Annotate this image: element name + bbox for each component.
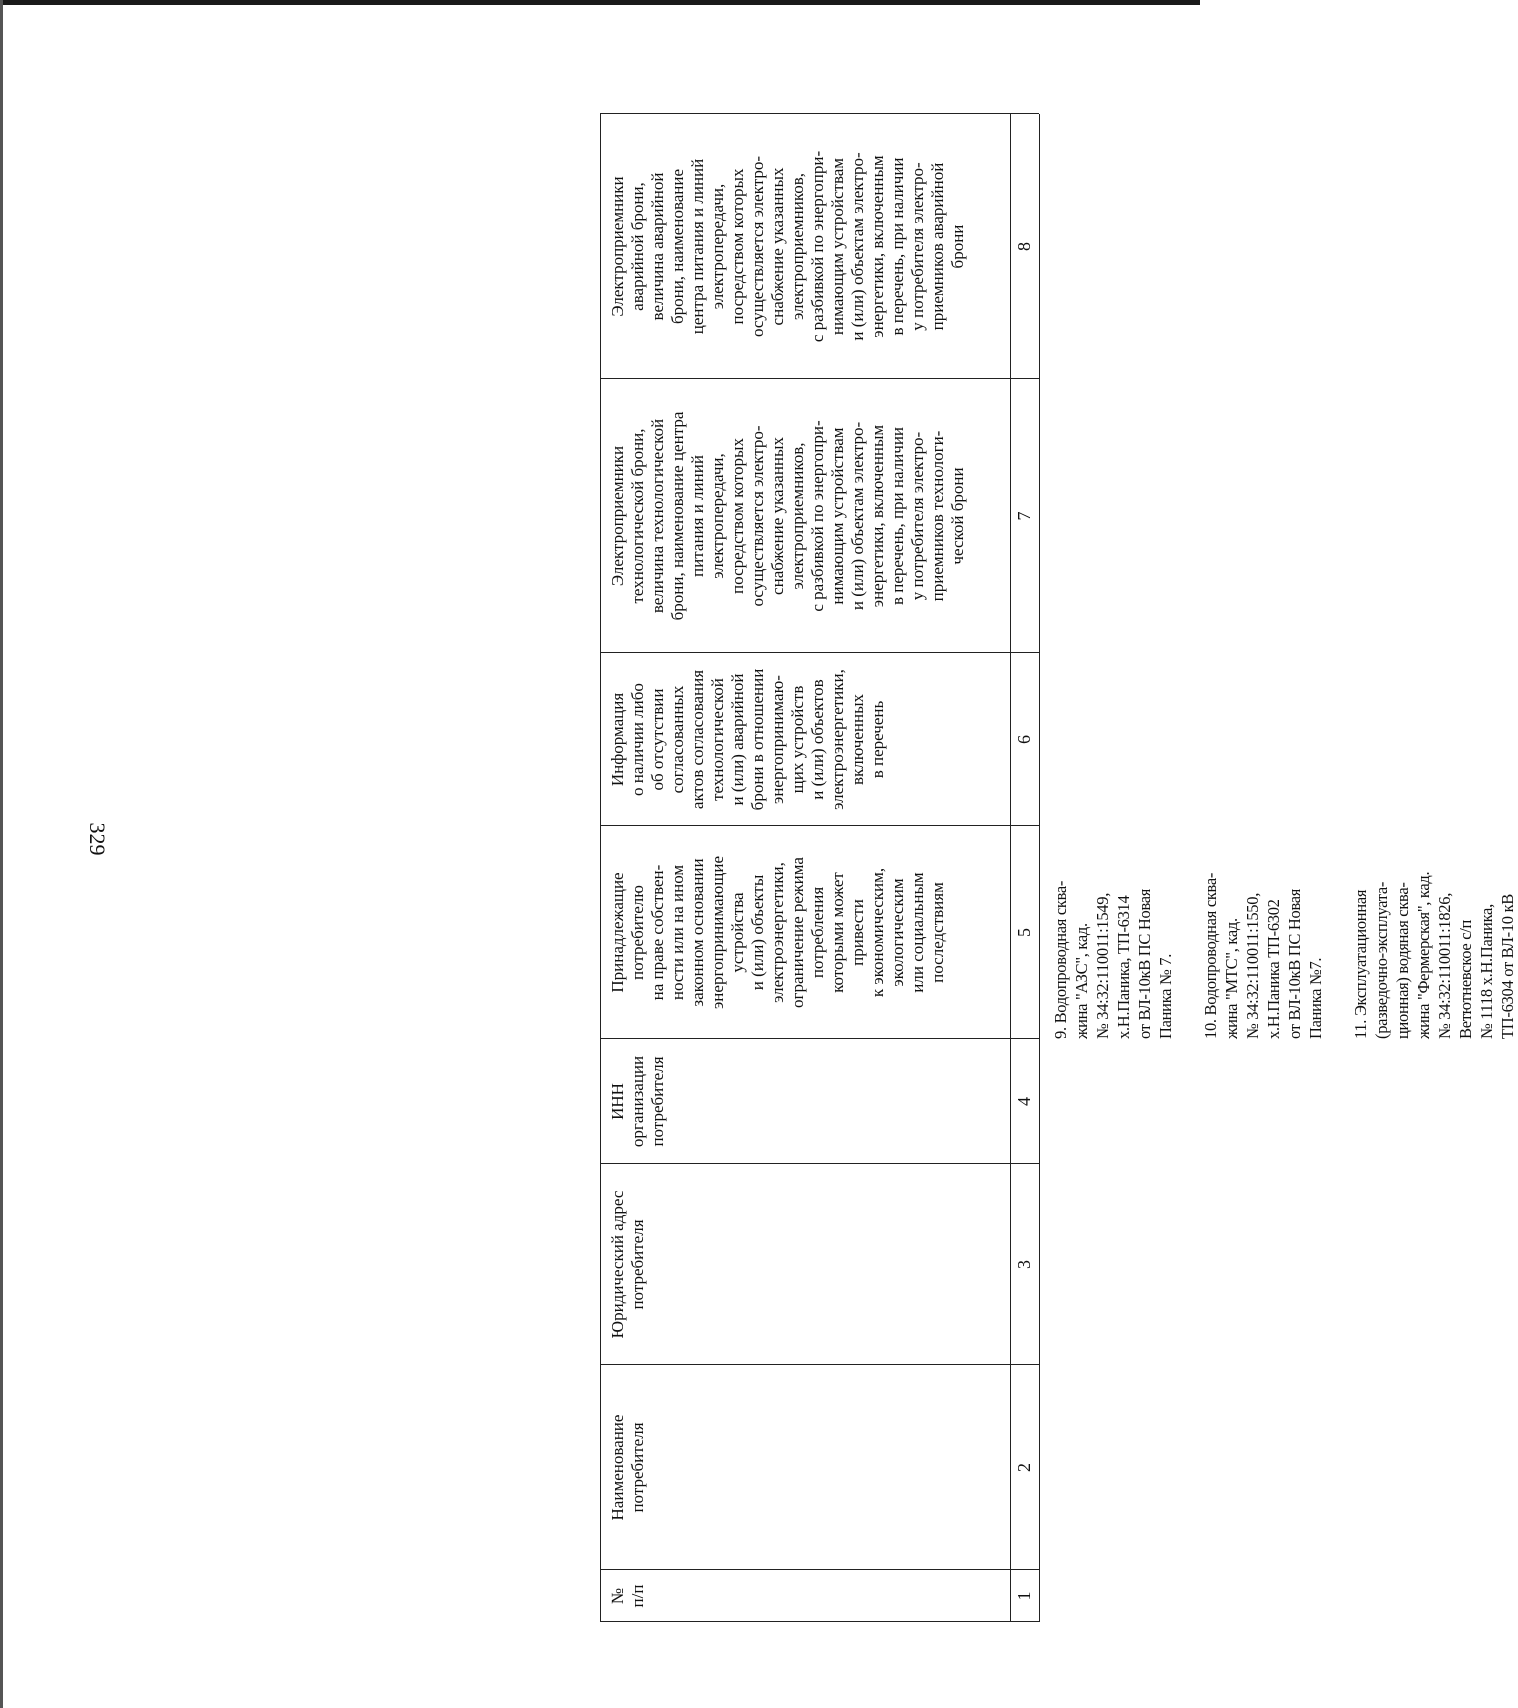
list-item-well-mts: 10. Водопроводная сква- жина "МТС", кад. № 34:32:110011:1550, х.Н.Паника ТП-6302 от ВЛ-10кВ ПС Новая Паника №7. xyxy=(1201,872,1325,1039)
rotated-table-body xyxy=(600,54,1517,1622)
list-item-well-azs: 9. Водопроводная сква- жина "АЗС", кад. № 34:32:110011:1549, х.Н.Паника, ТП-6314 от ВЛ-10кВ ПС Новая Паника № 7. xyxy=(1051,880,1175,1039)
header-legal-address: Юридический адрес потребителя xyxy=(608,1190,647,1339)
column-number: 7 xyxy=(1014,511,1034,521)
scan-top-edge xyxy=(0,0,1200,5)
list-item-well-farm: 11. Эксплуатационная (разведочно-эксплуата- ционная) водяная сква- жина "Фермерская", кад. № 34:32:110011:1826, Ветютневское с/п № 1118 х.Н.Паника, ТП-6304 от ВЛ-10 кВ xyxy=(1351,871,1517,1039)
header-consumer-name: Наименование потребителя xyxy=(608,1414,647,1521)
column-number: 6 xyxy=(1014,735,1034,744)
column-number: 1 xyxy=(1014,1591,1034,1601)
column-number: 2 xyxy=(1014,1463,1034,1472)
column-number: 4 xyxy=(1014,1097,1034,1106)
header-power-receivers: Принадлежащие потребителю на праве собствен- ности или на ином законном основании энергопринимающие устройства и (или) объекты электроэнергетики, ограничение режима потребления которыми может привести к экономическим, экологическим или социальным последствиям xyxy=(608,856,947,1009)
header-inn: ИНН организации потребителя xyxy=(608,1055,667,1148)
column-number: 8 xyxy=(1014,242,1034,251)
scan-left-edge xyxy=(0,0,3,1708)
header-agreement-info: Информация о наличии либо об отсутствии согласованных актов согласования технологической и (или) аварийной брони в отношении энергопринимаю- щих устройств и (или) объектов электроэнергетики, включенных в перечень xyxy=(608,668,887,811)
header-row-number: № п/п xyxy=(608,1584,647,1608)
header-emergency-reserve: Электроприемники аварийной брони, величина аварийной брони, наименование центра питания и линий электропередачи, посредством которых осуществляется электро- снабжение указанных электроприемников, с разбивкой по энергопри- нимающим устройствам и (или) объектам электро- энергетики, включенным в перечень, при наличии у потребителя электро- приемников аварийной брони xyxy=(608,150,967,343)
page-number: 329 xyxy=(85,822,110,856)
column-number: 3 xyxy=(1014,1260,1034,1269)
header-technological-reserve: Электроприемники технологической брони, величина технологической брони, наименование центра питания и линий электропередачи, посредством которых осуществляется электро- снабжение указанных электроприемников, с разбивкой по энергопри- нимающим устройствам и (или) объектам электро- энергетики, включенным в перечень, при наличии у потребителя электро- приемников технологи- ческой брони xyxy=(608,411,967,621)
column-number: 5 xyxy=(1014,928,1034,937)
